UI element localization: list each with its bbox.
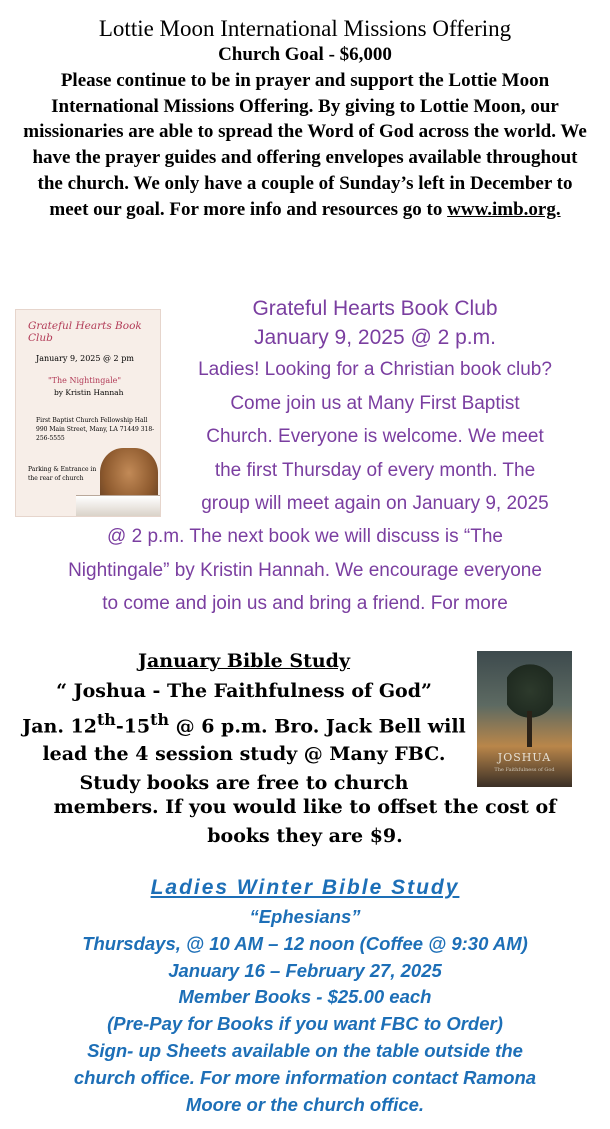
bible-study-text-full [10, 793, 600, 850]
bible-study-title: January Bible Study [137, 650, 351, 672]
flyer-address: First Baptist Church Fellowship Hall 990 Main Street, Many, LA 71449 318-256-5555 [36, 417, 155, 442]
book-club-line: Church. Everyone is welcome. We meet [206, 426, 544, 447]
date-sup: th [97, 709, 116, 729]
ladies-study-line: Moore or the church office. [185, 1093, 425, 1115]
lottie-goal: Church Goal - $6,000 [218, 44, 392, 65]
flyer-author: by Kristin Hannah [54, 388, 124, 397]
book-club-line: @ 2 p.m. The next book we will discuss is “The [107, 526, 503, 547]
date-mid: -15 [115, 714, 151, 737]
bible-study-line: books they are $9. [207, 824, 403, 847]
book-club-line: Come join us at Many First Baptist [230, 392, 520, 414]
bible-study-line: Study books are free to church [79, 771, 409, 794]
ladies-study-line: Thursdays, @ 10 AM – 12 noon (Coffee @ 9:30 AM) [82, 932, 528, 954]
lottie-title: Lottie Moon International Missions Offering [98, 16, 512, 41]
ladies-study-line: Member Books - $25.00 each [178, 986, 432, 1008]
lottie-moon-section [0, 14, 610, 222]
ladies-study-line: Sign- up Sheets available on the table outside the [87, 1039, 523, 1061]
ladies-study-line: church office. For more information contact Ramona [73, 1066, 537, 1088]
book-club-line: Nightingale” by Kristin Hannah. We encourage everyone [68, 559, 542, 581]
lottie-body [0, 68, 610, 222]
lottie-body-text: Please continue to be in prayer and support the Lottie Moon International Missions Offering. By giving to Lottie Moon, our missionaries are able to spread the Word of God across the world. We have the prayer guides and offering envelopes available throughout the church. We only have a couple of Sunday’s left in December to meet our goal. For more info and resources go to [23, 70, 587, 220]
flyer-parking: Parking & Entrance in the rear of church [28, 466, 97, 482]
book-club-line: to come and join us and bring a friend. For more [102, 593, 508, 614]
book-club-title: Grateful Hearts Book Club [252, 297, 498, 320]
imb-link[interactable]: www.imb.org. [447, 198, 561, 220]
book-club-flyer-image [16, 310, 160, 516]
bible-study-line: members. If you would like to offset the cost of [53, 796, 557, 818]
bible-study-text [0, 677, 488, 797]
ladies-study-title: Ladies Winter Bible Study [150, 876, 460, 899]
cover-subtitle: The Faithfulness of God [494, 767, 555, 773]
flyer-book: "The Nightingale" [48, 376, 122, 385]
date-sup: th [150, 709, 169, 729]
book-pages-graphic [76, 495, 160, 516]
ladies-study-text [0, 904, 610, 1118]
bible-study-subtitle: “ Joshua - The Faithfulness of God” [56, 680, 432, 702]
book-club-text [170, 353, 580, 521]
flyer-date: January 9, 2025 @ 2 pm [36, 354, 134, 363]
ladies-study-line: (Pre-Pay for Books if you want FBC to Order) [107, 1013, 503, 1035]
book-club-line: group will meet again on January 9, 2025 [201, 493, 549, 514]
tree-trunk-graphic [527, 711, 532, 747]
bible-study-line: lead the 4 session study @ Many FBC. [42, 743, 446, 766]
book-club-text-full [0, 520, 610, 621]
ladies-study-line: “Ephesians” [249, 906, 361, 927]
book-club-date: January 9, 2025 @ 2 p.m. [254, 326, 496, 349]
cover-title: JOSHUA [497, 751, 552, 764]
joshua-book-cover-image [477, 651, 572, 787]
book-club-line: the first Thursday of every month. The [214, 459, 536, 481]
date-prefix: Jan. 12 [22, 714, 97, 737]
book-club-line: Ladies! Looking for a Christian book club? [198, 359, 552, 380]
ladies-study-line: January 16 – February 27, 2025 [168, 959, 442, 981]
date-suffix: @ 6 p.m. Bro. Jack Bell will [168, 714, 466, 737]
flyer-title: Grateful Hearts Book Club [28, 320, 142, 344]
bible-study-date-line [0, 706, 488, 741]
